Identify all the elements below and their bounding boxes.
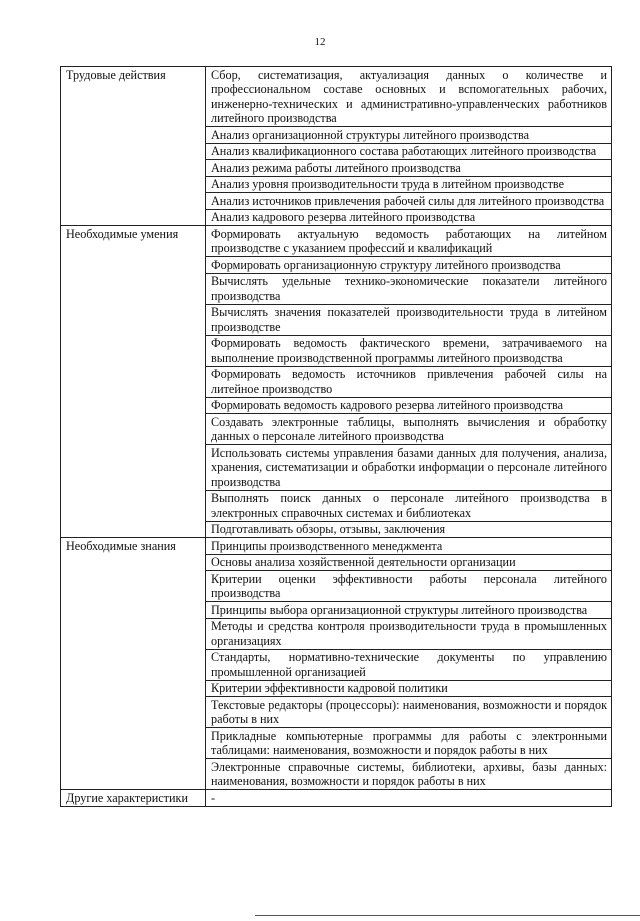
table-row	[61, 790, 612, 807]
section-item: Формировать ведомость кадрового резерва литейного производства	[206, 397, 612, 414]
section-item: Принципы выбора организационной структуры литейного производства	[206, 602, 612, 619]
section-item: Критерии оценки эффективности работы персонала литейного производства	[206, 571, 612, 602]
table-row	[61, 226, 612, 257]
section-item: Формировать организационную структуру литейного производства	[206, 257, 612, 274]
section-item: Анализ источников привлечения рабочей силы для литейного производства	[206, 193, 612, 210]
section-item: Вычислять удельные технико-экономические показатели литейного производства	[206, 273, 612, 304]
section-item: Использовать системы управления базами данных для получения, анализа, хранения, систематизации и обработки информации о персонале литейного производства	[206, 445, 612, 491]
section-label: Другие характеристики	[61, 790, 206, 807]
table-row	[61, 67, 612, 127]
section-item: Формировать актуальную ведомость работающих на литейном производстве с указанием профессий и квалификаций	[206, 226, 612, 257]
section-label: Необходимые умения	[61, 226, 206, 538]
section-item: Стандарты, нормативно-технические документы по управлению промышленной организацией	[206, 649, 612, 680]
section-item: Анализ уровня производительности труда в литейном производстве	[206, 176, 612, 193]
section-item: Вычислять значения показателей производительности труда в литейном производстве	[206, 304, 612, 335]
characteristics-table	[60, 66, 612, 807]
section-item: Анализ кадрового резерва литейного производства	[206, 209, 612, 226]
footer-line	[255, 915, 640, 916]
section-item: Методы и средства контроля производительности труда в промышленных организациях	[206, 618, 612, 649]
section-item: Выполнять поиск данных о персонале литейного производства в электронных справочных системах и библиотеках	[206, 490, 612, 521]
section-label: Трудовые действия	[61, 67, 206, 226]
characteristics-table-body	[61, 67, 612, 807]
section-item: Формировать ведомость фактического времени, затрачиваемого на выполнение производственной программы литейного производства	[206, 335, 612, 366]
section-item: Принципы производственного менеджмента	[206, 538, 612, 555]
section-item: Подготавливать обзоры, отзывы, заключения	[206, 521, 612, 538]
table-row	[61, 538, 612, 555]
section-label: Необходимые знания	[61, 538, 206, 790]
section-item: Электронные справочные системы, библиотеки, архивы, базы данных: наименования, возможности и порядок работы в них	[206, 759, 612, 790]
section-item: Прикладные компьютерные программы для работы с электронными таблицами: наименования, возможности и порядок работы в них	[206, 728, 612, 759]
section-item: Создавать электронные таблицы, выполнять вычисления и обработку данных о персонале литейного производства	[206, 414, 612, 445]
section-item: Формировать ведомость источников привлечения рабочей силы на литейное производство	[206, 366, 612, 397]
section-item: Анализ квалификационного состава работающих литейного производства	[206, 143, 612, 160]
section-item: Анализ режима работы литейного производства	[206, 160, 612, 177]
section-item: Критерии эффективности кадровой политики	[206, 680, 612, 697]
section-item: -	[206, 790, 612, 807]
page-number: 12	[314, 36, 326, 48]
section-item: Сбор, систематизация, актуализация данных о количестве и профессиональном составе основных и вспомогательных рабочих, инженерно-технических и административно-управленческих работников литейного производства	[206, 67, 612, 127]
section-item: Анализ организационной структуры литейного производства	[206, 127, 612, 144]
section-item: Основы анализа хозяйственной деятельности организации	[206, 554, 612, 571]
section-item: Текстовые редакторы (процессоры): наименования, возможности и порядок работы в них	[206, 697, 612, 728]
